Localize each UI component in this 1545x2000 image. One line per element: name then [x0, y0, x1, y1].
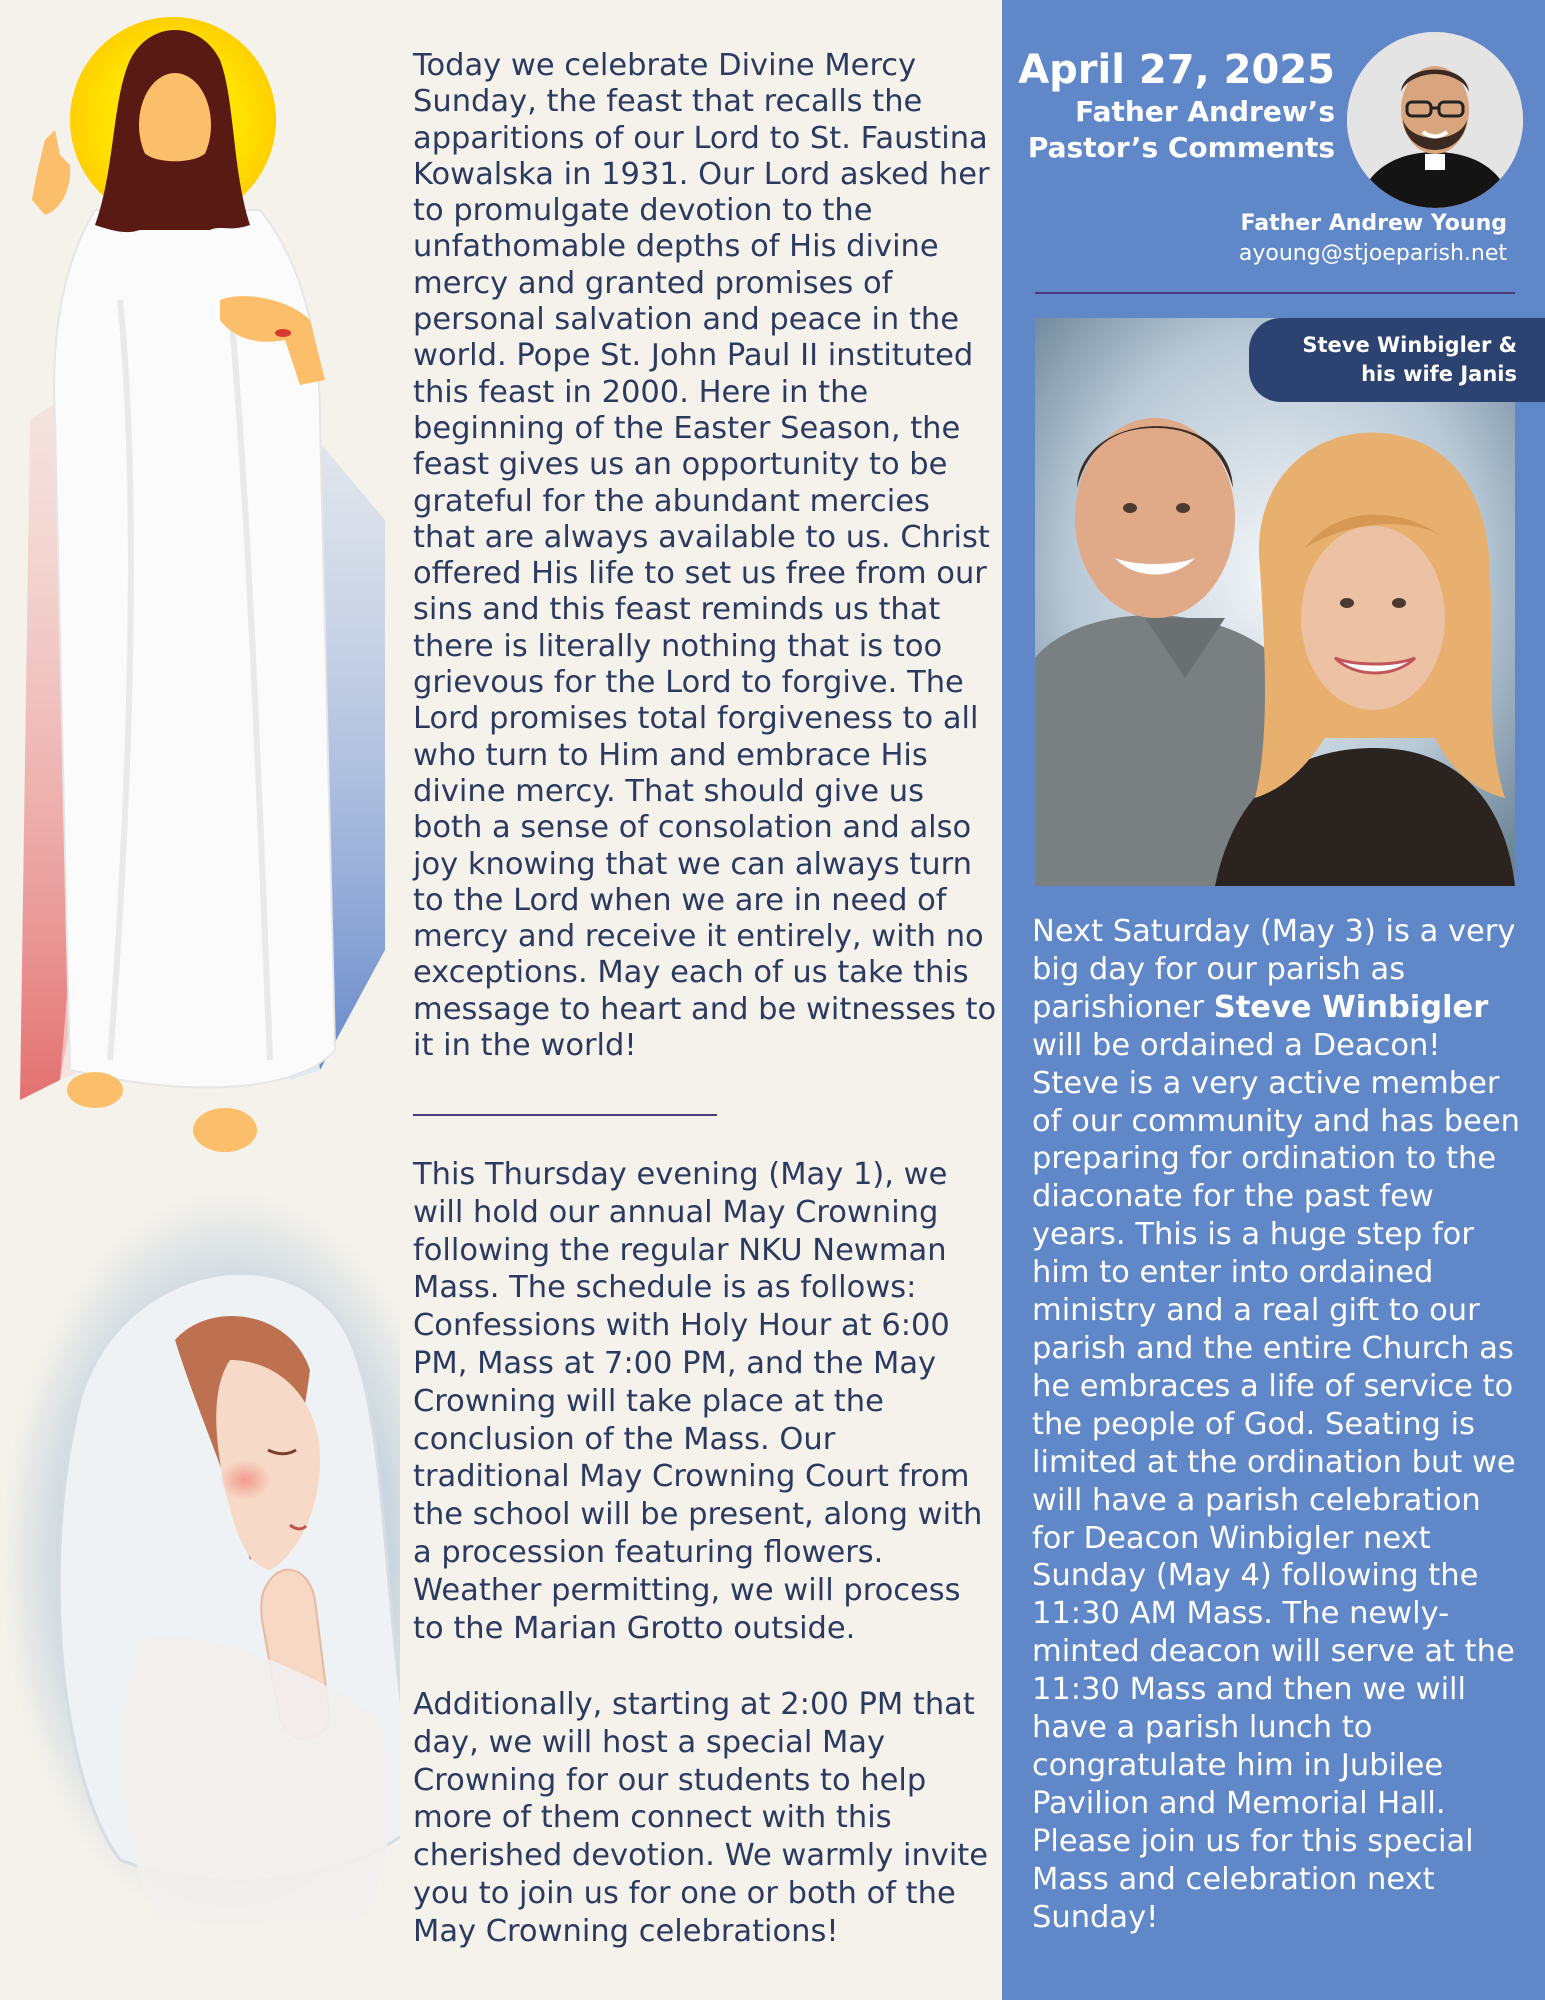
student-may-crowning-paragraph [413, 1686, 998, 1951]
paragraph-text: Today we celebrate Divine Mercy Sunday, the feast that recalls the apparitions of our Lord to St. Faustina Kowalska in 1931. Our Lord asked her to promulgate devotion to the unfathomable depths of His divine mercy and granted promises of personal salvation and peace in the world. Pope St. John Paul II instituted this feast in 2000. Here in the beginning of the Easter Season, the feast gives us an opportunity to be grateful for the abundant mercies that are always available to us. Christ offered His life to set us free from our sins and this feast reminds us that there is literally nothing that is too grievous for the Lord to forgive. The Lord promises total forgiveness to all who turn to Him and embrace His divine mercy. That should give us both a sense of consolation and also joy knowing that we can always turn to the Lord when we are in need of mercy and receive it entirely, with no exceptions. May each of us take this message to heart and be witnesses to it in the world! [413, 48, 997, 1064]
may-crowning-paragraph [413, 1156, 998, 1647]
ordination-paragraph [1032, 913, 1532, 1936]
section-divider [413, 1114, 717, 1116]
author-email: ayoung@stjoeparish.net [1238, 241, 1507, 266]
column-title-line2: Pastor’s Comments [1027, 131, 1335, 164]
pastor-portrait-image [1347, 32, 1523, 208]
highlighted-name: Steve Winbigler [1213, 989, 1489, 1025]
photo-caption-line2: his wife Janis [1361, 362, 1517, 386]
couple-photo-image [1035, 318, 1515, 886]
photo-caption [1249, 318, 1545, 402]
column-title [1005, 94, 1335, 166]
pastor-portrait [1347, 32, 1523, 208]
column-title-line1: Father Andrew’s [1075, 95, 1335, 128]
photo-caption-line1: Steve Winbigler & [1302, 333, 1517, 357]
divine-mercy-illustration [20, 17, 385, 1152]
paragraph-text: Additionally, starting at 2:00 PM that day, we will host a special May Crowning for our students to help more of them connect with this cherished devotion. We warmly invite you to join us for one or both of the May Crowning celebrations! [413, 1687, 989, 1949]
sidebar-divider [1035, 292, 1515, 294]
issue-date: April 27, 2025 [1018, 47, 1335, 93]
ordination-text-end: will be ordained a Deacon! Steve is a very active member of our community and has been preparing for ordination to the diaconate for the past few years. This is a huge step for him to enter into ordained ministry and a real gift to our parish and the entire Church as he embraces a life of service to the people of God. Seating is limited at the ordination but we will have a parish celebration for Deacon Winbigler next Sunday (May 4) following the 11:30 AM Mass. The newly-minted deacon will serve at the 11:30 Mass and then we will have a parish lunch to congratulate him in Jubilee Pavilion and Memorial Hall. Please join us for this special Mass and celebration next Sunday! [1032, 1027, 1520, 1935]
divine-mercy-paragraph [413, 48, 998, 1064]
paragraph-text: This Thursday evening (May 1), we will hold our annual May Crowning following the regular NKU Newman Mass. The schedule is as follows: Confessions with Holy Hour at 6:00 PM, Mass at 7:00 PM, and the May Crowning will take place at the conclusion of the Mass. Our traditional May Crowning Court from the school will be present, along with a procession featuring flowers. Weather permitting, we will process to the Marian Grotto outside. [413, 1157, 983, 1646]
praying-mary-illustration [0, 1190, 400, 1930]
author-name: Father Andrew Young [1240, 211, 1507, 236]
left-artwork [0, 0, 400, 2000]
ordination-text-start: Next Saturday (May 3) is a very big day for our parish as parishioner [1032, 914, 1516, 1025]
pastor-sidebar [1002, 0, 1545, 2000]
couple-photo [1035, 318, 1515, 886]
